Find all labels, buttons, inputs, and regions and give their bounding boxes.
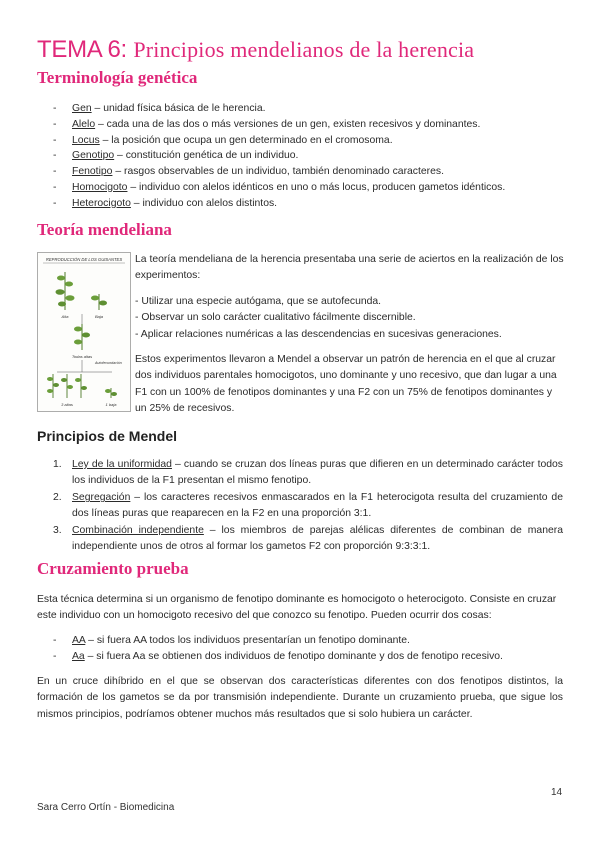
list-item: - Homocigoto – individuo con alelos idénticos en uno o más locus, producen gametos idénticos.	[53, 181, 506, 193]
term: Ley de la uniformidad	[72, 459, 172, 470]
label-baja: Baja	[94, 314, 104, 319]
heading-principios: Principios de Mendel	[37, 428, 178, 444]
heading-teoria: Teoría mendeliana	[37, 220, 172, 239]
cruzamiento-list	[53, 633, 503, 666]
label-alta: Alta	[61, 314, 69, 319]
heading-cruzamiento: Cruzamiento prueba	[37, 559, 189, 578]
term: Heterocigoto	[72, 197, 131, 209]
list-item: 1. Ley de la uniformidad – cuando se cruzan dos líneas puras que difieren en un determinado carácter todos los individuos de la F1 presentan el mismo fenotipo.	[53, 459, 563, 486]
page-title	[37, 36, 474, 64]
list-item: 2. Segregación – los caracteres recesivos enmascarados en la F1 heterocigota resulta del cruzamiento de dos líneas puras que reaparecen en la F2 en una proporción 3:1.	[53, 492, 563, 519]
bullet-item: - Aplicar relaciones numéricas a las descendencias en sucesivas generaciones.	[135, 328, 502, 340]
teoria-result: Estos experimentos llevaron a Mendel a observar un patrón de herencia en el que al cruzar dos individuos parentales homocigotos, uno dominante y uno recesivo, que dan lugar a una F1 con un 100% de fenotipos dominantes y una F2 con un 75% de fenotipos dominantes y un 25% de recesivos.	[135, 354, 557, 415]
teoria-bullets	[135, 294, 502, 343]
label-1-baja: 1 baja	[105, 402, 117, 407]
list-item: - Aa – si fuera Aa se obtienen dos individuos de fenotipo dominante y dos de fenotipo recesivo.	[53, 651, 503, 663]
term: Alelo	[72, 118, 96, 130]
term: AA	[72, 635, 86, 646]
list-item: - Locus – la posición que ocupa un gen determinado en el cromosoma.	[53, 134, 393, 146]
term: Gen	[72, 103, 92, 114]
cruzamiento-p1: Esta técnica determina si un organismo de fenotipo dominante es homocigoto o heterocigoto. Consiste en cruzar este individuo con un homocigoto recesivo del que conozco su fenotipo. Pueden ocurrir dos cosas:	[37, 594, 557, 622]
heading-terminologia: Terminología genética	[37, 68, 198, 87]
term: Aa	[72, 651, 85, 663]
bullet-item: - Utilizar una especie autógama, que se autofecunda.	[135, 296, 382, 307]
term: Locus	[72, 134, 100, 146]
label-autofecundacion: Autofecundación	[95, 361, 122, 365]
term: Genotipo	[72, 150, 115, 162]
term: Segregación	[72, 492, 131, 504]
list-item: 3. Combinación independiente – los miembros de parejas alélicas diferentes de combinan de manera independiente unos de otros al formar los gametos F2 con proporción 9:3:3:1.	[53, 525, 563, 552]
list-item: - Alelo – cada una de las dos o más versiones de un gen, existen recesivos y dominantes.	[53, 118, 481, 130]
footer-author: Sara Cerro Ortín - Biomedicina	[37, 802, 175, 813]
term: Combinación independiente	[72, 525, 204, 537]
list-item: - Gen – unidad física básica de le herencia.	[53, 103, 266, 114]
term: Fenotipo	[72, 166, 113, 178]
cruzamiento-p2: En un cruce dihíbrido en el que se observan dos características diferentes con dos fenotipos distintos, la formación de los gametos se da por transmisión independiente. Durante un cruzamiento prueba, que sigue los mismos principios, podríamos obtener muchos más resultados que si solo hubiera un carácter.	[37, 676, 563, 720]
teoria-intro: La teoría mendeliana de la herencia presentaba una serie de aciertos en la realización de los experimentos:	[135, 254, 564, 282]
title-text: Principios mendelianos de la herencia	[133, 37, 475, 62]
list-item: - Fenotipo – rasgos observables de un individuo, también denominado caracteres.	[53, 166, 444, 178]
figure-caption: REPRODUCCIÓN DE LOS GUISANTES	[45, 257, 123, 262]
bullet-item: - Observar un solo carácter cualitativo fácilmente discernible.	[135, 312, 416, 324]
pea-plant-figure	[37, 252, 131, 412]
principios-list	[53, 457, 563, 557]
term: Homocigoto	[72, 181, 128, 193]
label-todas-altas: Todas altas	[71, 354, 93, 359]
list-item: - Genotipo – constitución genética de un individuo.	[53, 150, 299, 162]
page-number: 14	[551, 787, 563, 798]
list-item: - AA – si fuera AA todos los individuos presentarían un fenotipo dominante.	[53, 635, 410, 646]
title-tema: TEMA 6:	[37, 36, 127, 63]
terminologia-list	[53, 101, 505, 212]
list-item: - Heterocigoto – individuo con alelos distintos.	[53, 197, 278, 209]
label-3-altas: 3 altas	[61, 402, 73, 407]
